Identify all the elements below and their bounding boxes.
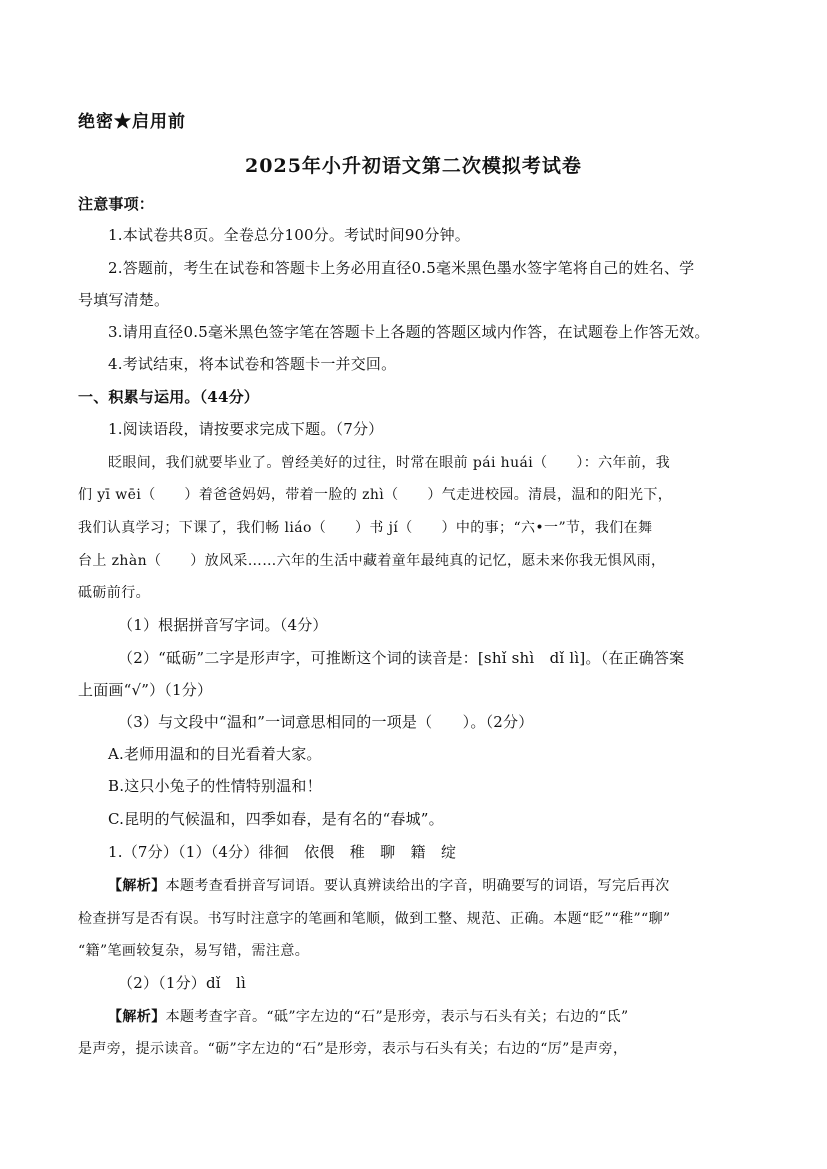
option-b: B.这只小兔子的性情特别温和！ — [108, 777, 322, 795]
passage-line-4: 台上 zhàn（ ）放风采……六年的生活中藏着童年最纯真的记忆，愿未来你我无惧风雨， — [78, 553, 666, 569]
analysis-2-line-2: 是声旁，提示读音。“砺”字左边的“石”是形旁，表示与石头有关；右边的“厉”是声旁， — [78, 1041, 628, 1057]
analysis-1-line-2: 检查拼写是否有误。书写时注意字的笔画和笔顺，做到工整、规范、正确。本题“眨”“稚”“聊” — [78, 911, 671, 927]
passage-line-3: 我们认真学习；下课了，我们畅 liáo（ ）书 jí（ ）中的事；“六•一”节，我们在舞 — [78, 520, 653, 536]
option-a: A.老师用温和的目光看着大家。 — [108, 745, 322, 763]
notice-item-2-cont: 号填写清楚。 — [78, 291, 170, 309]
sub-question-2: （2）“砥砺”二字是形声字，可推断这个词的读音是：[shǐ shì dǐ lì]。（在正确答案 — [118, 649, 685, 667]
notice-item-4: 4.考试结束，将本试卷和答题卡一并交回。 — [108, 355, 397, 373]
notice-item-2: 2.答题前，考生在试卷和答题卡上务必用直径0.5毫米黑色墨水签字笔将自己的姓名、学 — [108, 259, 695, 277]
question-intro: 1.阅读语段，请按要求完成下题。（7分） — [108, 420, 384, 438]
analysis-1-line-3: “籍”笔画较复杂，易写错，需注意。 — [78, 943, 310, 959]
analysis-2-line-1 — [108, 1007, 788, 1027]
notice-heading: 注意事项： — [78, 195, 155, 213]
answer-2: （2）（1分）dǐ lì — [118, 974, 246, 992]
notice-item-1: 1.本试卷共8页。全卷总分100分。考试时间90分钟。 — [108, 226, 470, 244]
section-heading: 一、积累与运用。（44分） — [78, 388, 259, 406]
analysis-label: 【解析】 — [108, 878, 166, 894]
sub-question-2-cont: 上面画“√”）（1分） — [78, 681, 213, 699]
analysis-text: 本题考查看拼音写词语。要认真辨读给出的字音，明确要写的词语，写完后再次 — [165, 878, 670, 894]
exam-title: 2025年小升初语文第二次模拟考试卷 — [245, 155, 582, 177]
analysis-label: 【解析】 — [108, 1009, 166, 1025]
sub-question-3: （3）与文段中“温和”一词意思相同的一项是（ ）。（2分） — [118, 713, 534, 731]
analysis-text: 本题考查字音。“砥”字左边的“石”是形旁，表示与石头有关；右边的“氐” — [165, 1009, 629, 1025]
passage-line-2: 们 yī wēi（ ）着爸爸妈妈，带着一脸的 zhì（ ）气走进校园。清晨，温和的阳光下， — [78, 487, 673, 503]
passage-line-1: 眨眼间，我们就要毕业了。曾经美好的过往，时常在眼前 pái huái（ ）：六年前，我 — [108, 455, 671, 471]
confidential-label: 绝密★启用前 — [78, 112, 186, 132]
option-c: C.昆明的气候温和，四季如春，是有名的“春城”。 — [108, 810, 444, 828]
notice-item-3: 3.请用直径0.5毫米黑色签字笔在答题卡上各题的答题区域内作答，在试题卷上作答无效。 — [108, 323, 710, 341]
sub-question-1: （1）根据拼音写字词。（4分） — [118, 616, 328, 634]
analysis-1-line-1 — [108, 876, 788, 896]
passage-line-5: 砥砺前行。 — [78, 585, 150, 601]
answer-1: 1.（7分）（1）（4分）徘徊 依偎 稚 聊 籍 绽 — [108, 843, 457, 861]
